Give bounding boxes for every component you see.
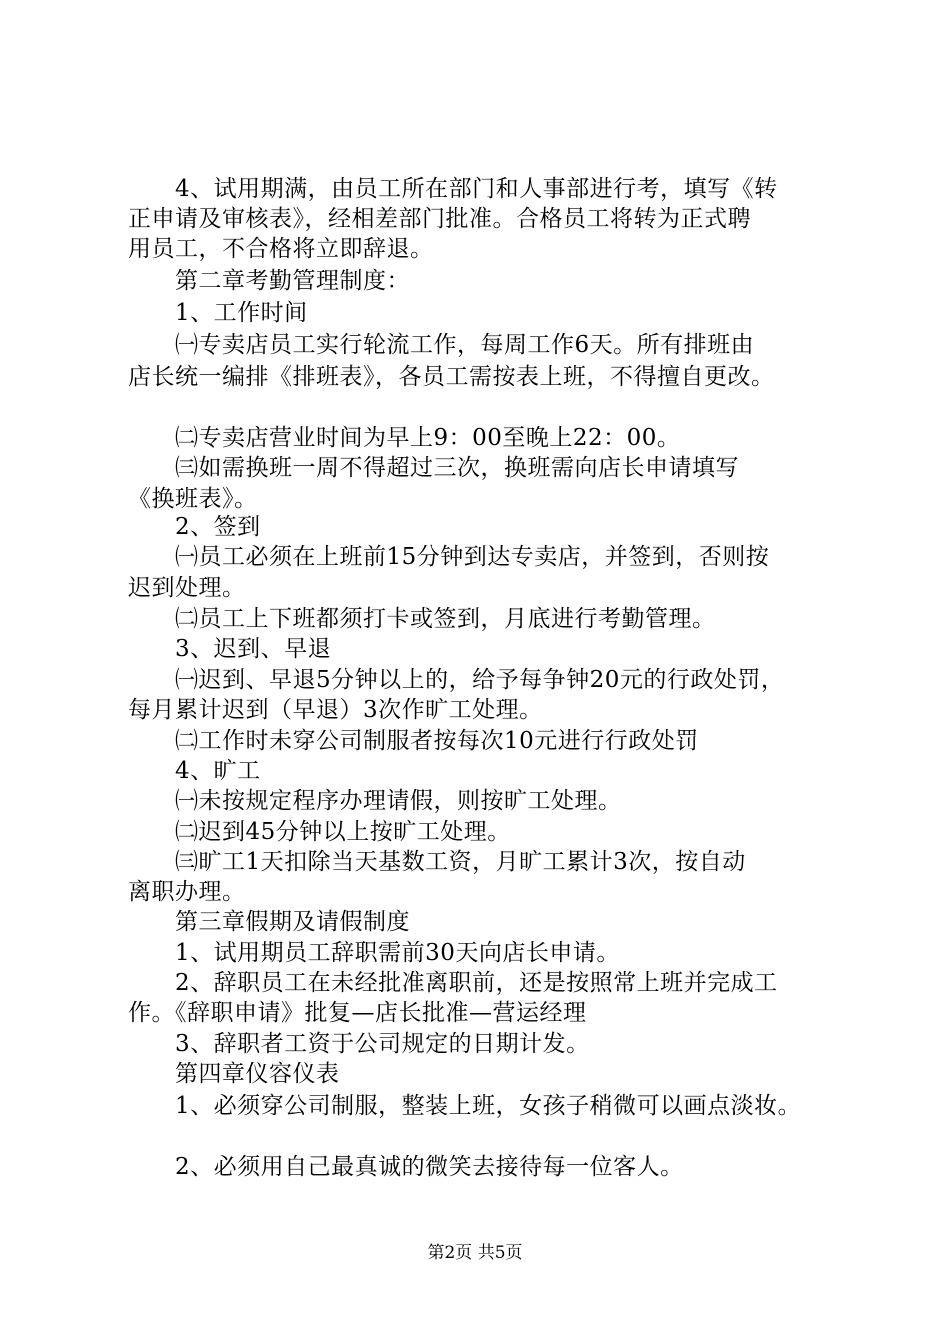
section-heading: 2、签到 <box>175 514 261 540</box>
paragraph-line: 离职办理。 <box>128 879 246 905</box>
paragraph-line: 4、试用期满，由员工所在部门和人事部进行考，填写《转 <box>175 176 778 202</box>
chapter-heading: 第四章仪容仪表 <box>175 1061 340 1087</box>
paragraph-line: 3、辞职者工资于公司规定的日期计发。 <box>175 1031 590 1057</box>
paragraph-line: 作。《辞职申请》批复—店长批准—营运经理 <box>128 1000 587 1026</box>
page-number-footer: 第2页 共5页 <box>427 1243 523 1263</box>
paragraph-line: 2、必须用自己最真诚的微笑去接待每一位客人。 <box>175 1154 684 1180</box>
paragraph-line: 用员工，不合格将立即辞退。 <box>128 236 434 262</box>
paragraph-line: ㈡迟到45分钟以上按旷工处理。 <box>175 819 511 845</box>
paragraph-line: ㈠员工必须在上班前15分钟到达专卖店，并签到，否则按 <box>175 544 770 570</box>
paragraph-line: ㈠迟到、早退5分钟以上的，给予每争钟20元的行政处罚， <box>175 667 785 693</box>
paragraph-line: 每月累计迟到（早退）3次作旷工处理。 <box>128 697 543 723</box>
paragraph-line: ㈠未按规定程序办理请假，则按旷工处理。 <box>175 788 622 814</box>
paragraph-line: 迟到处理。 <box>128 575 246 601</box>
paragraph-line: 店长统一编排《排班表》，各员工需按表上班，不得擅自更改。 <box>128 364 775 390</box>
paragraph-line: ㈡工作时未穿公司制服者按每次10元进行行政处罚 <box>175 728 699 754</box>
section-heading: 3、迟到、早退 <box>175 636 332 662</box>
paragraph-line: 1、试用期员工辞职需前30天向店长申请。 <box>175 940 620 966</box>
chapter-heading: 第三章假期及请假制度 <box>175 909 410 935</box>
chapter-heading: 第二章考勤管理制度： <box>175 268 410 294</box>
paragraph-line: ㈢如需换班一周不得超过三次，换班需向店长申请填写 <box>175 455 739 481</box>
paragraph-line: 《换班表》。 <box>128 486 258 512</box>
section-heading: 4、旷工 <box>175 758 261 784</box>
paragraph-line: 2、辞职员工在未经批准离职前，还是按照常上班并完成工 <box>175 970 778 996</box>
paragraph-line: 1、必须穿公司制服，整装上班，女孩子稍微可以画点淡妆。 <box>175 1093 802 1119</box>
section-heading: 1、工作时间 <box>175 300 308 326</box>
paragraph-line: ㈢旷工1天扣除当天基数工资，月旷工累计3次，按自动 <box>175 849 746 875</box>
paragraph-line: ㈡专卖店营业时间为早上9：00至晚上22：00。 <box>175 425 681 451</box>
paragraph-line: ㈡员工上下班都须打卡或签到，月底进行考勤管理。 <box>175 606 716 632</box>
paragraph-line: 正申请及审核表》，经相差部门批准。合格员工将转为正式聘 <box>128 206 751 232</box>
paragraph-line: ㈠专卖店员工实行轮流工作，每周工作6天。所有排班由 <box>175 332 755 358</box>
